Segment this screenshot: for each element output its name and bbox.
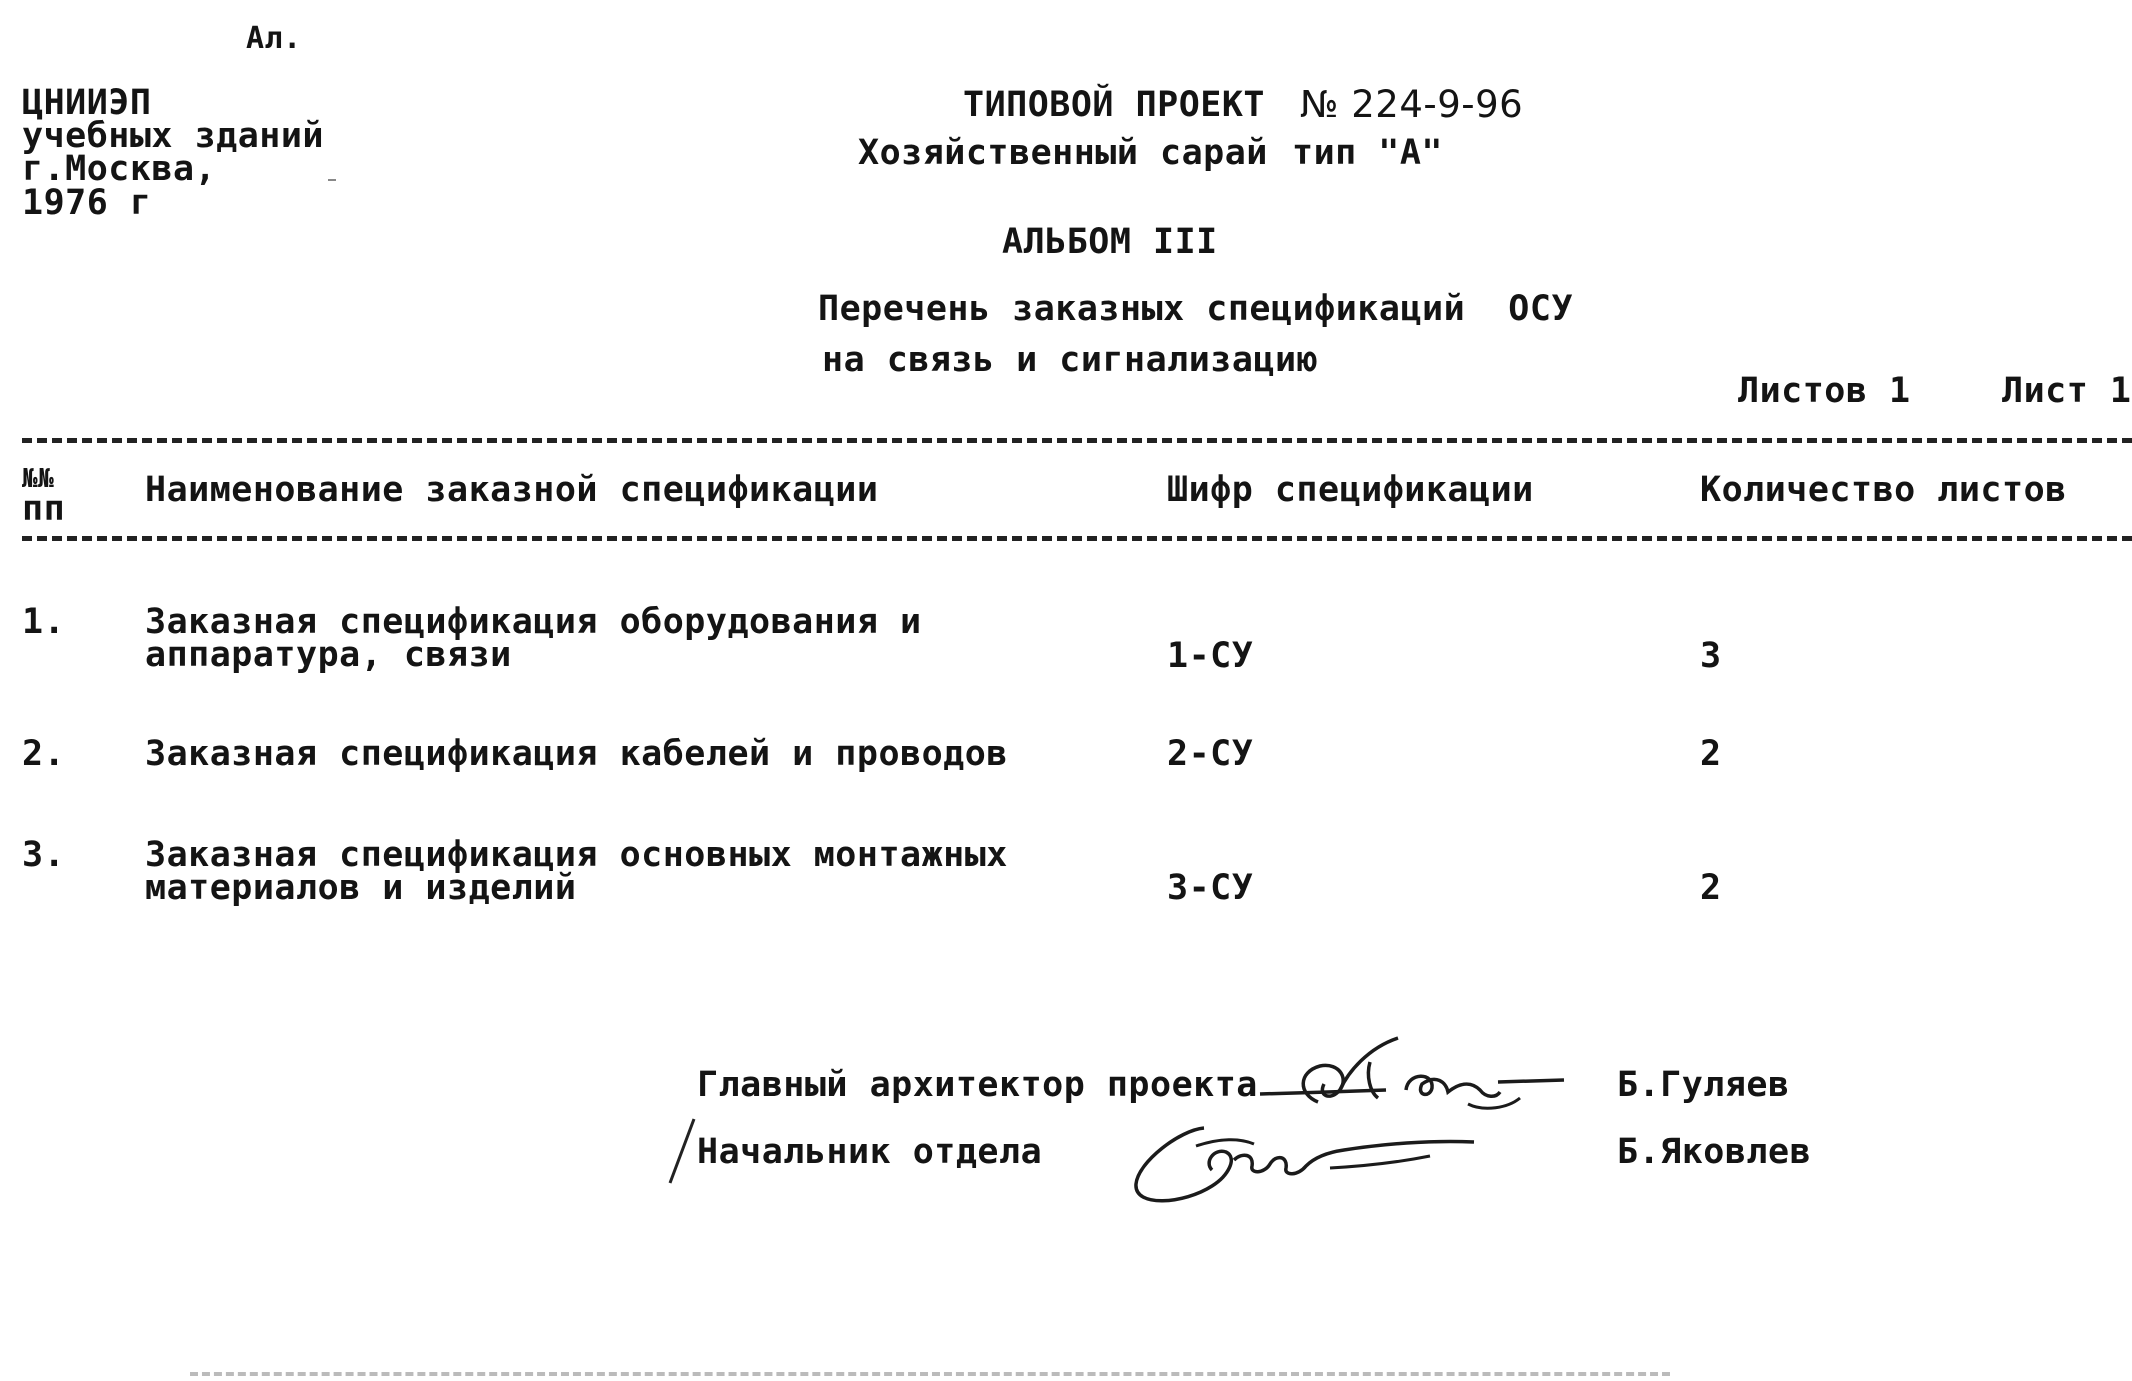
header-code: Шифр спецификации	[1167, 470, 1534, 510]
row-code: 3-СУ	[1167, 868, 1254, 908]
header-sheets: Количество листов	[1700, 470, 2067, 510]
table-header-rule	[22, 536, 2132, 541]
row-name-line1: Заказная спецификация оборудования и	[145, 602, 922, 642]
row-code: 1-СУ	[1167, 636, 1254, 676]
margin-slash-mark	[662, 1115, 702, 1187]
project-number: № 224-9-96	[1300, 83, 1524, 126]
row-name-line2: аппаратура, связи	[145, 635, 512, 675]
chief-architect-label: Главный архитектор проекта	[697, 1065, 1258, 1105]
row-number: 1.	[22, 602, 66, 642]
row-sheets: 2	[1700, 868, 1722, 908]
chief-architect-name: Б.Гуляев	[1617, 1065, 1790, 1105]
list-title-line2: на связь и сигнализацию	[822, 340, 1319, 380]
row-number: 3.	[22, 835, 66, 875]
clipped-footer-line	[190, 1372, 1670, 1376]
list-title-line1: Перечень заказных спецификаций ОСУ	[818, 289, 1574, 329]
dept-head-name: Б.Яковлев	[1617, 1132, 1812, 1172]
header-num-line1: №№	[22, 464, 55, 494]
org-department: учебных зданий	[22, 116, 325, 156]
object-type: тип "А"	[1292, 133, 1444, 173]
row-number: 2.	[22, 734, 66, 774]
header-name: Наименование заказной спецификации	[145, 470, 879, 510]
sheets-total: Листов 1	[1738, 371, 1911, 411]
object-title: Хозяйственный сарай	[858, 133, 1268, 173]
sheet-number: Лист 1	[2002, 371, 2132, 411]
row-name-line1: Заказная спецификация кабелей и проводов	[145, 734, 1008, 774]
edge-mark	[328, 179, 336, 181]
row-code: 2-СУ	[1167, 734, 1254, 774]
project-label: ТИПОВОЙ ПРОЕКТ	[963, 85, 1266, 125]
org-name: ЦНИИЭП	[22, 83, 152, 123]
chief-architect-signature	[1258, 1032, 1568, 1122]
row-name-line1: Заказная спецификация основных монтажных	[145, 835, 1008, 875]
org-city: г.Москва,	[22, 149, 217, 189]
album-title: АЛЬБОМ III	[1002, 222, 1218, 262]
row-sheets: 3	[1700, 636, 1722, 676]
row-sheets: 2	[1700, 734, 1722, 774]
header-num-line2: пп	[22, 489, 66, 529]
dept-head-signature	[1130, 1112, 1480, 1212]
row-name-line2: материалов и изделий	[145, 868, 577, 908]
org-year: 1976 г	[22, 183, 152, 223]
album-stamp: Ал.	[246, 21, 302, 56]
table-top-rule	[22, 438, 2132, 443]
dept-head-label: Начальник отдела	[697, 1132, 1043, 1172]
